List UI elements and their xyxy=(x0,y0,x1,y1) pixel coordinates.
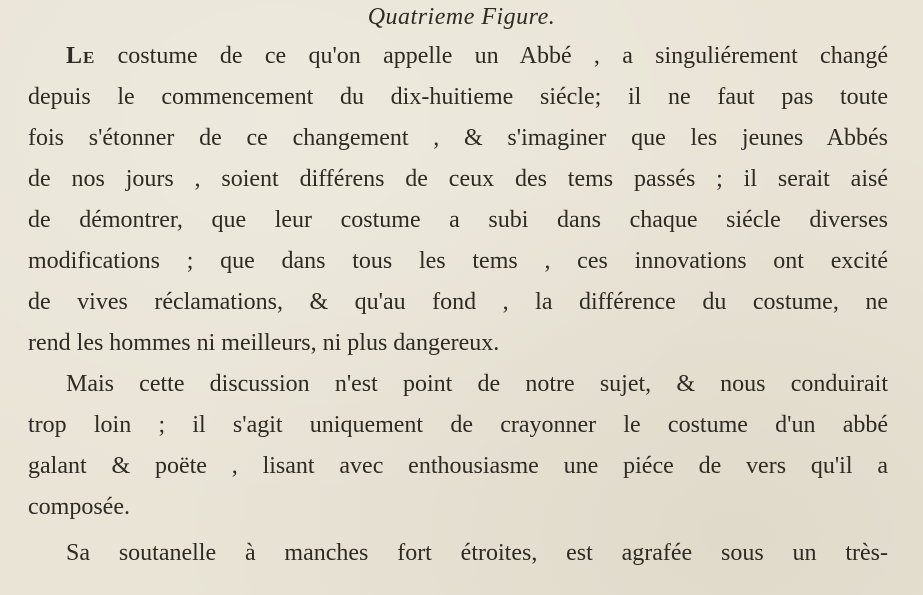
paragraph-lead-word: Le xyxy=(66,43,96,69)
text-line: depuis le commencement du dix-huitieme siécle; il ne faut pas toute xyxy=(28,84,888,110)
text-line: Sa soutanelle à manches fort étroites, est agrafée sous un très- xyxy=(66,540,888,566)
section-heading: Quatrieme Figure. xyxy=(367,4,556,30)
text-line: composée. xyxy=(28,494,130,520)
text-line: trop loin ; il s'agit uniquement de crayonner le costume d'un abbé xyxy=(28,412,888,438)
text-line: fois s'étonner de ce changement , & s'imaginer que les jeunes Abbés xyxy=(28,125,888,151)
text-line: rend les hommes ni meilleurs, ni plus dangereux. xyxy=(28,330,500,356)
text-line: galant & poëte , lisant avec enthousiasme une piéce de vers qu'il a xyxy=(28,453,888,479)
line-text: costume de ce qu'on appelle un Abbé , a singuliérement changé xyxy=(117,43,888,69)
text-line: de vives réclamations, & qu'au fond , la différence du costume, ne xyxy=(28,289,888,315)
text-line: de démontrer, que leur costume a subi dans chaque siécle diverses xyxy=(28,207,888,233)
text-line: de nos jours , soient différens de ceux des tems passés ; il serait aisé xyxy=(28,166,888,192)
text-line: modifications ; que dans tous les tems , ces innovations ont excité xyxy=(28,248,888,274)
text-line: Mais cette discussion n'est point de notre sujet, & nous conduirait xyxy=(66,371,888,397)
text-line xyxy=(66,41,888,71)
